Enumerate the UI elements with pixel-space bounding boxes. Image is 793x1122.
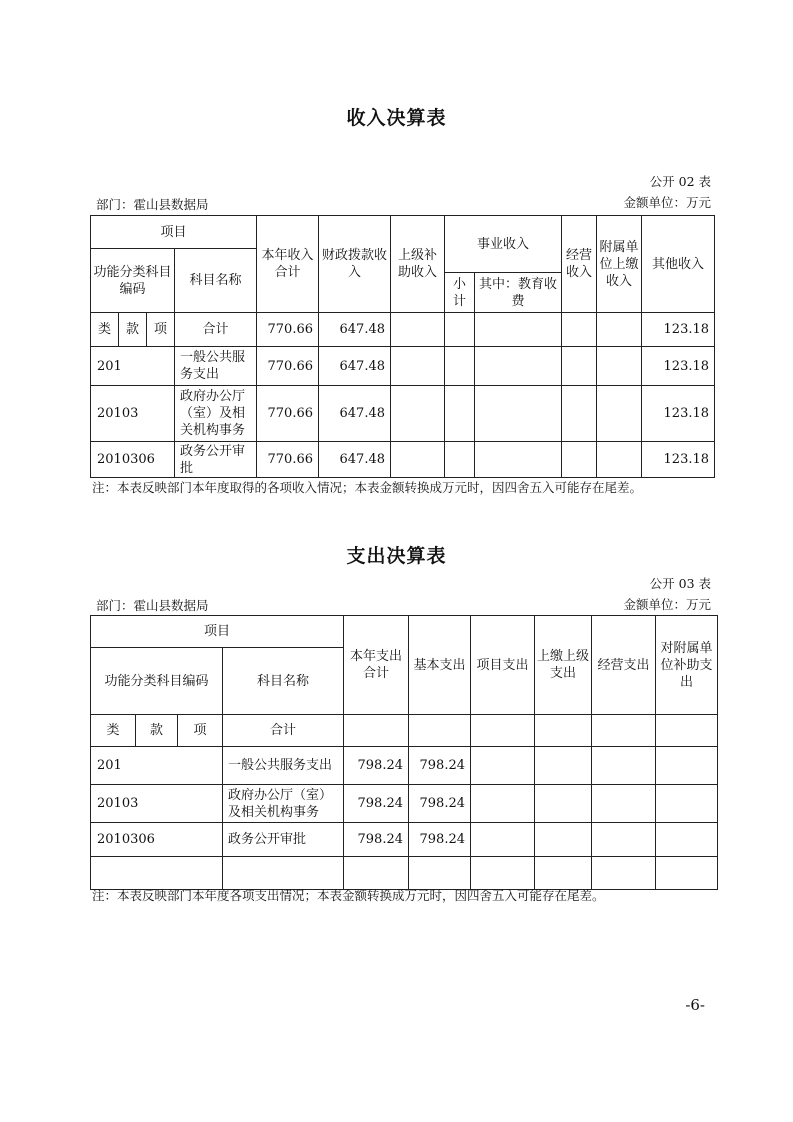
income-row-other: 123.18: [642, 386, 715, 442]
expense-row-basic: 798.24: [409, 785, 471, 823]
table-row: [91, 785, 718, 823]
income-title: 收入决算表: [346, 107, 447, 129]
expense-header-project: 项目: [91, 616, 344, 648]
page-number: -6-: [685, 996, 705, 1014]
income-header-subsidy: 上级补助收入: [391, 216, 445, 313]
expense-header-affiliated: 对附属单位补助支出: [656, 616, 718, 715]
income-row-fiscal: 647.48: [319, 386, 391, 442]
income-header-lei: 类: [91, 313, 119, 347]
expense-header-func-code: 功能分类科目编码: [91, 648, 223, 715]
table-row: [91, 347, 715, 386]
expense-department: 部门：霍山县数据局: [96, 598, 209, 613]
table-row: [91, 442, 715, 478]
income-row-code: 20103: [91, 386, 175, 442]
income-table-number: 公开 02 表: [649, 174, 711, 189]
income-header-subject-name: 科目名称: [175, 249, 257, 313]
expense-unit: 金额单位：万元: [623, 597, 711, 612]
income-header-xiang: 项: [147, 313, 175, 347]
income-header-subtotal: 小计: [445, 273, 475, 313]
income-unit: 金额单位：万元: [623, 195, 711, 210]
income-header-other: 其他收入: [642, 216, 715, 313]
expense-header-subject-name: 科目名称: [223, 648, 344, 715]
expense-header-kuan: 款: [136, 715, 178, 747]
expense-header-operating: 经营支出: [592, 616, 656, 715]
expense-header-lei: 类: [91, 715, 136, 747]
expense-row-code: 2010306: [91, 823, 223, 857]
income-header-business: 事业收入: [445, 216, 562, 273]
expense-row-total: 798.24: [344, 785, 409, 823]
expense-header-basic: 基本支出: [409, 616, 471, 715]
expense-row-name: 一般公共服务支出: [223, 747, 344, 785]
income-row-total: 770.66: [257, 442, 319, 478]
table-row: [91, 823, 718, 857]
expense-row-total: 798.24: [344, 823, 409, 857]
income-header-kuan: 款: [119, 313, 147, 347]
expense-sum-row: [91, 715, 718, 747]
table-row: [91, 386, 715, 442]
income-header-project: 项目: [91, 216, 257, 249]
income-row-total: 770.66: [257, 347, 319, 386]
income-header-affiliated: 附属单位上缴收入: [597, 216, 642, 313]
expense-title: 支出决算表: [346, 545, 447, 567]
income-sum-row: [91, 313, 715, 347]
income-header-func-code: 功能分类科目编码: [91, 249, 175, 313]
expense-header-upper: 上缴上级支出: [535, 616, 592, 715]
income-header-total: 本年收入合计: [257, 216, 319, 313]
income-row-code: 201: [91, 347, 175, 386]
expense-header-project-exp: 项目支出: [471, 616, 535, 715]
income-sum-label: 合计: [175, 313, 257, 347]
income-row-fiscal: 647.48: [319, 347, 391, 386]
income-row-other: 123.18: [642, 347, 715, 386]
income-sum-fiscal: 647.48: [319, 313, 391, 347]
expense-row-basic: 798.24: [409, 823, 471, 857]
income-row-code: 2010306: [91, 442, 175, 478]
income-row-other: 123.18: [642, 442, 715, 478]
income-header-fiscal: 财政拨款收入: [319, 216, 391, 313]
expense-table: [90, 615, 718, 890]
income-department: 部门：霍山县数据局: [96, 197, 209, 212]
expense-note: 注：本表反映部门本年度各项支出情况；本表金额转换成万元时，因四舍五入可能存在尾差。: [92, 888, 605, 903]
expense-sum-label: 合计: [223, 715, 344, 747]
income-row-name: 一般公共服务支出: [175, 347, 257, 386]
income-row-total: 770.66: [257, 386, 319, 442]
income-row-fiscal: 647.48: [319, 442, 391, 478]
expense-header-xiang: 项: [178, 715, 223, 747]
income-note: 注：本表反映部门本年度取得的各项收入情况；本表金额转换成万元时，因四舍五入可能存在尾差。: [92, 480, 643, 495]
income-row-name: 政府办公厅（室）及相关机构事务: [175, 386, 257, 442]
expense-row-name: 政府办公厅（室）及相关机构事务: [223, 785, 344, 823]
income-sum-total: 770.66: [257, 313, 319, 347]
expense-row-total: 798.24: [344, 747, 409, 785]
expense-table-number: 公开 03 表: [649, 576, 711, 591]
income-header-operating: 经营收入: [562, 216, 597, 313]
expense-row-basic: 798.24: [409, 747, 471, 785]
income-sum-other: 123.18: [642, 313, 715, 347]
expense-row-code: 20103: [91, 785, 223, 823]
income-row-name: 政务公开审批: [175, 442, 257, 478]
table-row: [91, 747, 718, 785]
expense-header-total: 本年支出合计: [344, 616, 409, 715]
expense-row-code: 201: [91, 747, 223, 785]
income-table: [90, 215, 715, 478]
income-header-edu: 其中：教育收费: [475, 273, 562, 313]
table-row-empty: [91, 857, 718, 890]
expense-row-name: 政务公开审批: [223, 823, 344, 857]
